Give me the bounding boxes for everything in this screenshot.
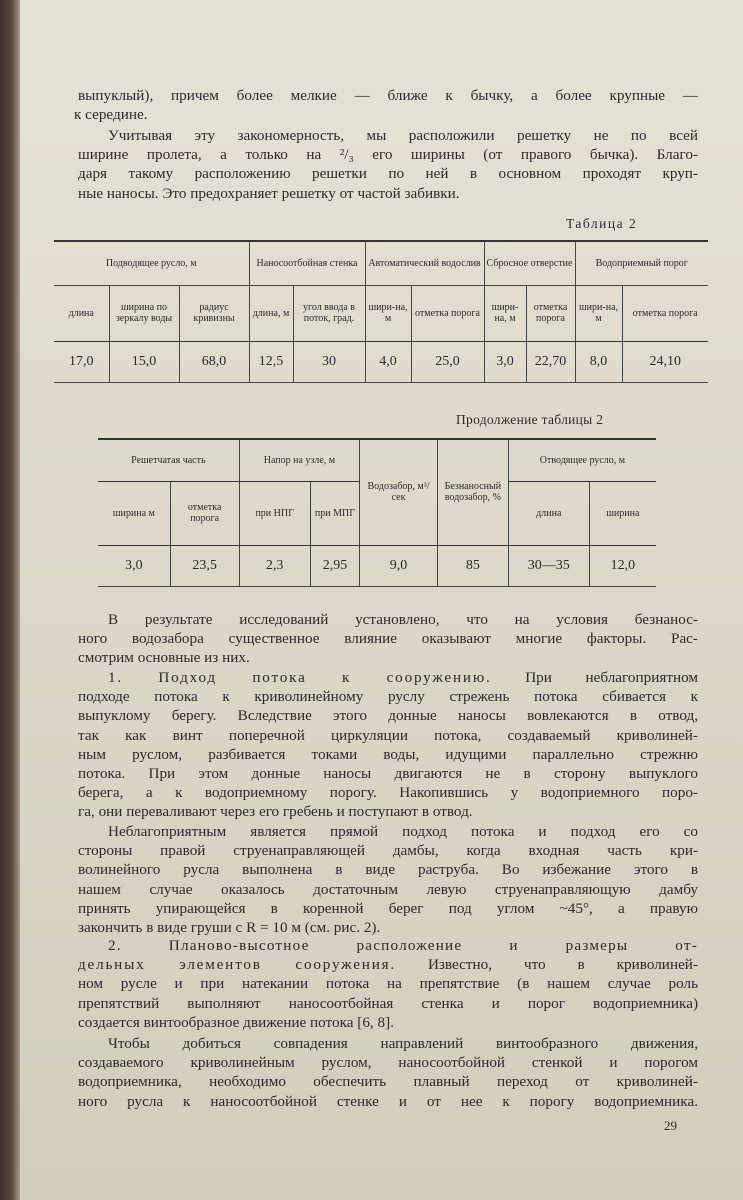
column-header: шири-на, м bbox=[484, 285, 526, 341]
column-group-header: Сбросное отверстие bbox=[484, 241, 575, 285]
table-cell: 85 bbox=[437, 545, 508, 586]
text-paragraph-unfavorable bbox=[78, 822, 698, 937]
page-number: 29 bbox=[664, 1118, 677, 1133]
text-line: ного русла к наносоотбойной стенке и от нее к порогу водоприемника. bbox=[78, 1092, 698, 1110]
text-line: создаваемого криволинейным руслом, наносоотбойной стенкой и порогом bbox=[78, 1054, 698, 1072]
column-header: длина, м bbox=[249, 285, 293, 341]
text-line: создается винтообразное движение потока [6, 8]. bbox=[78, 1013, 394, 1031]
text-line: закончить в виде груши с R = 10 м (см. рис. 2). bbox=[78, 919, 381, 937]
column-header: отметка порога bbox=[411, 285, 484, 341]
text-line: ные наносы. Это предохраняет решетку от частой забивки. bbox=[78, 184, 460, 202]
text-line: нашем случае оказалось достаточным левую струенаправляющую дамбу bbox=[78, 880, 698, 898]
column-header: Безнаносный водозабор, % bbox=[437, 439, 508, 545]
table-cell: 2,95 bbox=[310, 545, 360, 586]
column-header: ширина bbox=[589, 481, 656, 545]
table-cell: 24,10 bbox=[622, 341, 708, 382]
table-cell: 30—35 bbox=[508, 545, 589, 586]
table-cell: 3,0 bbox=[98, 545, 170, 586]
column-group-header: Подводящее русло, м bbox=[54, 241, 249, 285]
column-group-header: Напор на узле, м bbox=[239, 439, 360, 481]
column-header: радиус кривизны bbox=[179, 285, 249, 341]
text-line: При неблагоприятном bbox=[525, 669, 699, 686]
text-line: ного водозабора существенное влияние оказывают многие факторы. Рас- bbox=[78, 630, 698, 648]
text-line: так как винт поперечной циркуляции потока, создаваемый криволиней- bbox=[78, 726, 698, 744]
text-line: Известно, что в криволиней- bbox=[427, 956, 698, 974]
text-paragraph-final bbox=[78, 1034, 698, 1111]
table-cell: 17,0 bbox=[54, 341, 109, 382]
column-header: угол ввода в поток, град. bbox=[293, 285, 365, 341]
text-line: потока. При этом донные наносы двигаются не в сторону выпуклого bbox=[78, 765, 698, 783]
column-header: длина bbox=[508, 481, 589, 545]
column-group-header: Отводящее русло, м bbox=[508, 439, 656, 481]
table-cell: 22,70 bbox=[526, 341, 575, 382]
text-line: ширине пролета, а только на ²/₃ его ширины (от правого бычка). Благо- bbox=[78, 146, 698, 164]
text-paragraph-top-2 bbox=[78, 126, 698, 203]
column-group-header: Решетчатая часть bbox=[98, 439, 239, 481]
column-header: отметка порога bbox=[170, 481, 239, 545]
text-line: ном русле и при натекании потока на препятствие (в нашем случае роль bbox=[78, 975, 698, 993]
column-group-header: Наносоотбойная стенка bbox=[249, 241, 365, 285]
text-line: Чтобы добиться совпадения направлений винтообразного движения, bbox=[108, 1035, 698, 1052]
table-cell: 9,0 bbox=[360, 545, 438, 586]
table-cell: 3,0 bbox=[484, 341, 526, 382]
text-paragraph-results bbox=[78, 610, 698, 668]
table-continuation-caption: Продолжение таблицы 2 bbox=[456, 412, 604, 427]
column-header: Водозабор, м³/сек bbox=[360, 439, 438, 545]
text-section-2 bbox=[78, 936, 698, 1032]
table-cell: 4,0 bbox=[365, 341, 411, 382]
text-line: даря такому расположению решетки по ней в основном проходят круп- bbox=[78, 165, 698, 183]
text-line: к середине. bbox=[74, 106, 148, 124]
text-line: выпуклый), причем более мелкие — ближе к бычку, а более крупные — bbox=[78, 87, 698, 104]
column-header: отметка порога bbox=[526, 285, 575, 341]
column-header: ширина м bbox=[98, 481, 170, 545]
table-cell: 25,0 bbox=[411, 341, 484, 382]
text-line: В результате исследований установлено, что на условия безнанос- bbox=[108, 611, 698, 628]
table-cell: 15,0 bbox=[109, 341, 179, 382]
text-line: берега, а к водоприемному порогу. Накопившись у водоприемного поро- bbox=[78, 784, 698, 802]
column-header: шири-на, м bbox=[365, 285, 411, 341]
text-section-1 bbox=[78, 668, 698, 822]
data-table-continuation bbox=[98, 438, 656, 587]
table-cell: 68,0 bbox=[179, 341, 249, 382]
text-line: препятствий выполняют наносоотбойная стенка и порог водоприемника) bbox=[78, 994, 698, 1012]
column-group-header: Водоприемный порог bbox=[575, 241, 708, 285]
table-cell: 12,0 bbox=[589, 545, 656, 586]
text-line: выпуклому берегу. Вследствие этого донные наносы вовлекаются в отвод, bbox=[78, 707, 698, 725]
column-group-header: Автоматический водослив bbox=[365, 241, 484, 285]
table-caption: Таблица 2 bbox=[566, 216, 638, 231]
book-spine-shadow bbox=[0, 0, 20, 1200]
text-line: принять упирающейся в коренной берег под углом ~45°, а правую bbox=[78, 899, 698, 917]
data-table-main bbox=[54, 240, 708, 383]
text-line: водоприемника, необходимо обеспечить плавный переход от криволиней- bbox=[78, 1073, 698, 1091]
table-cell: 12,5 bbox=[249, 341, 293, 382]
text-line: Неблагоприятным является прямой подход потока и подход его со bbox=[108, 823, 698, 840]
text-line: Учитывая эту закономерность, мы расположили решетку не по всей bbox=[108, 127, 698, 144]
column-header: ширина по зеркалу воды bbox=[109, 285, 179, 341]
table-cell: 2,3 bbox=[239, 545, 310, 586]
text-paragraph-top-1 bbox=[74, 86, 698, 124]
text-line: ным руслом, разбивается токами воды, идущими параллельно стрежню bbox=[78, 745, 698, 763]
column-header: шири-на, м bbox=[575, 285, 622, 341]
table-cell: 23,5 bbox=[170, 545, 239, 586]
column-header: при МПГ bbox=[310, 481, 360, 545]
column-header: отметка порога bbox=[622, 285, 708, 341]
text-line: га, они переваливают через его гребень и поступают в отвод. bbox=[78, 803, 473, 821]
column-header: при НПГ bbox=[239, 481, 310, 545]
text-line: подходе потока к криволинейному руслу стрежень потока сбивается к bbox=[78, 688, 698, 706]
text-line: волинейного русла выполнена в виде раструба. Во избежание этого в bbox=[78, 861, 698, 879]
table-cell: 8,0 bbox=[575, 341, 622, 382]
section-heading: 2. Планово-высотное расположение и размеры от- bbox=[108, 937, 698, 954]
column-header: длина bbox=[54, 285, 109, 341]
section-heading: дельных элементов сооружения. bbox=[78, 956, 397, 974]
text-line: стороны правой струенаправляющей дамбы, когда входная часть кри- bbox=[78, 842, 698, 860]
text-line: смотрим основные из них. bbox=[78, 649, 250, 667]
table-cell: 30 bbox=[293, 341, 365, 382]
book-page bbox=[20, 0, 743, 1200]
section-heading: 1. Подход потока к сооружению. bbox=[108, 669, 492, 686]
